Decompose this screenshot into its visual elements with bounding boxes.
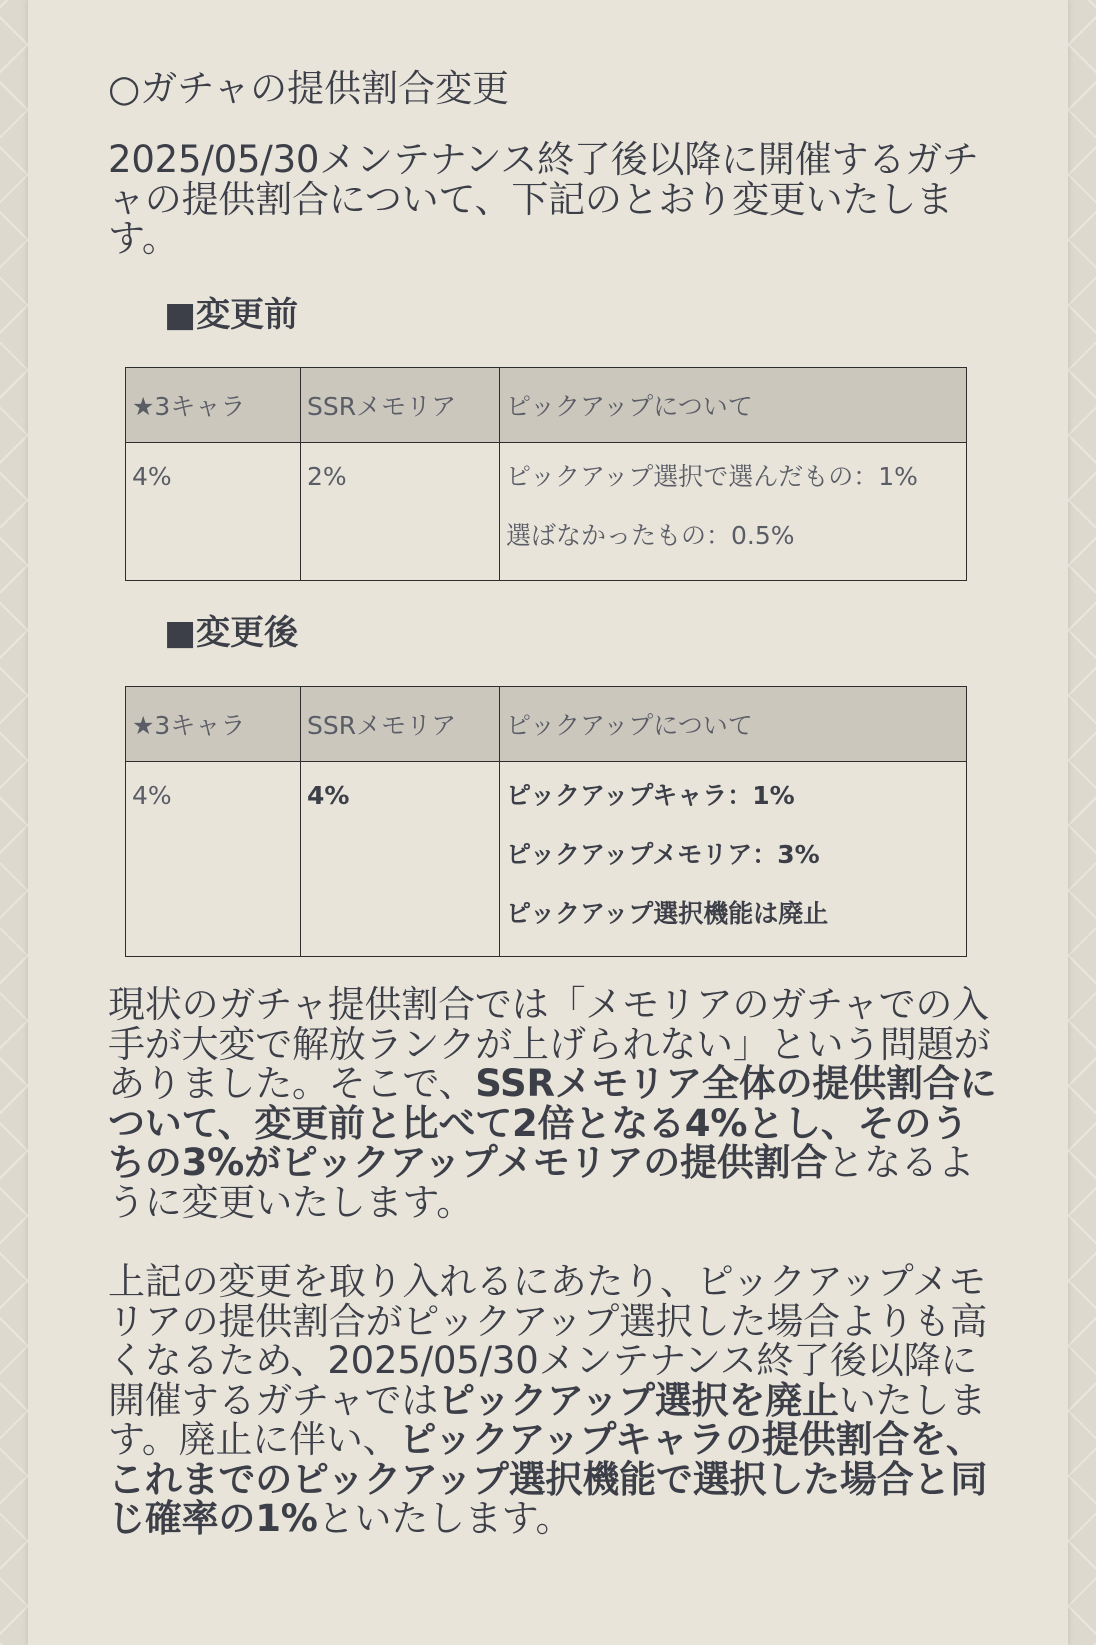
section-heading: ○ガチャの提供割合変更: [108, 67, 510, 110]
header-memoria: SSRメモリア: [301, 368, 500, 443]
pickup-line: 選ばなかったもの：0.5%: [506, 521, 795, 550]
header-chara: ★3キャラ: [126, 368, 301, 443]
header-pickup: ピックアップについて: [500, 687, 967, 762]
cell-memoria: 2%: [301, 443, 500, 581]
before-rate-table: [125, 367, 967, 581]
pickup-line: ピックアップ選択機能は廃止: [506, 899, 829, 928]
explanation-paragraph: 現状のガチャ提供割合では「メモリアのガチャでの入手が大変で解放ランクが上げられない」という問題がありました。そこで、SSRメモリア全体の提供割合について、変更前と比べて2倍となる4%とし、そのうちの3%がピックアップメモリアの提供割合となるように変更いたします。: [108, 983, 997, 1224]
pickup-line: ピックアップメモリア：3%: [506, 840, 820, 869]
after-rate-table: [125, 686, 967, 957]
pickup-line: ピックアップキャラ：1%: [506, 781, 795, 810]
header-pickup: ピックアップについて: [500, 368, 967, 443]
cell-chara: 4%: [126, 443, 301, 581]
cell-pickup: [500, 443, 967, 581]
table-header-row: [126, 687, 967, 762]
abolition-paragraph: 上記の変更を取り入れるにあたり、ピックアップメモリアの提供割合がピックアップ選択した場合よりも高くなるため、2025/05/30メンテナンス終了後以降に開催するガチャではピックアップ選択を廃止いたします。廃止に伴い、ピックアップキャラの提供割合を、これまでのピックアップ選択機能で選択した場合と同じ確率の1%といたします。: [108, 1260, 988, 1540]
emphasis-text: ピックアップキャラの提供割合を、これまでのピックアップ選択機能で選択した場合と同じ確率の1%: [108, 1418, 988, 1540]
table-header-row: [126, 368, 967, 443]
emphasis-text: SSRメモリア全体の提供割合について、変更前と比べて2倍となる4%とし、そのうちの3%がピックアップメモリアの提供割合: [108, 1062, 997, 1184]
emphasis-text: ピックアップ選択を廃止: [438, 1378, 839, 1422]
intro-paragraph: 2025/05/30メンテナンス終了後以降に開催するガチャの提供割合について、下記のとおり変更いたします。: [108, 138, 979, 260]
table-row: [126, 443, 967, 581]
header-chara: ★3キャラ: [126, 687, 301, 762]
article-panel: [28, 0, 1068, 1645]
header-memoria: SSRメモリア: [301, 687, 500, 762]
table-row: [126, 762, 967, 957]
pickup-line: ピックアップ選択で選んだもの：1%: [506, 462, 918, 491]
cell-chara: 4%: [126, 762, 301, 957]
cell-pickup: [500, 762, 967, 957]
after-title: ■変更後: [164, 613, 299, 653]
cell-memoria: 4%: [301, 762, 500, 957]
before-title: ■変更前: [164, 295, 299, 335]
